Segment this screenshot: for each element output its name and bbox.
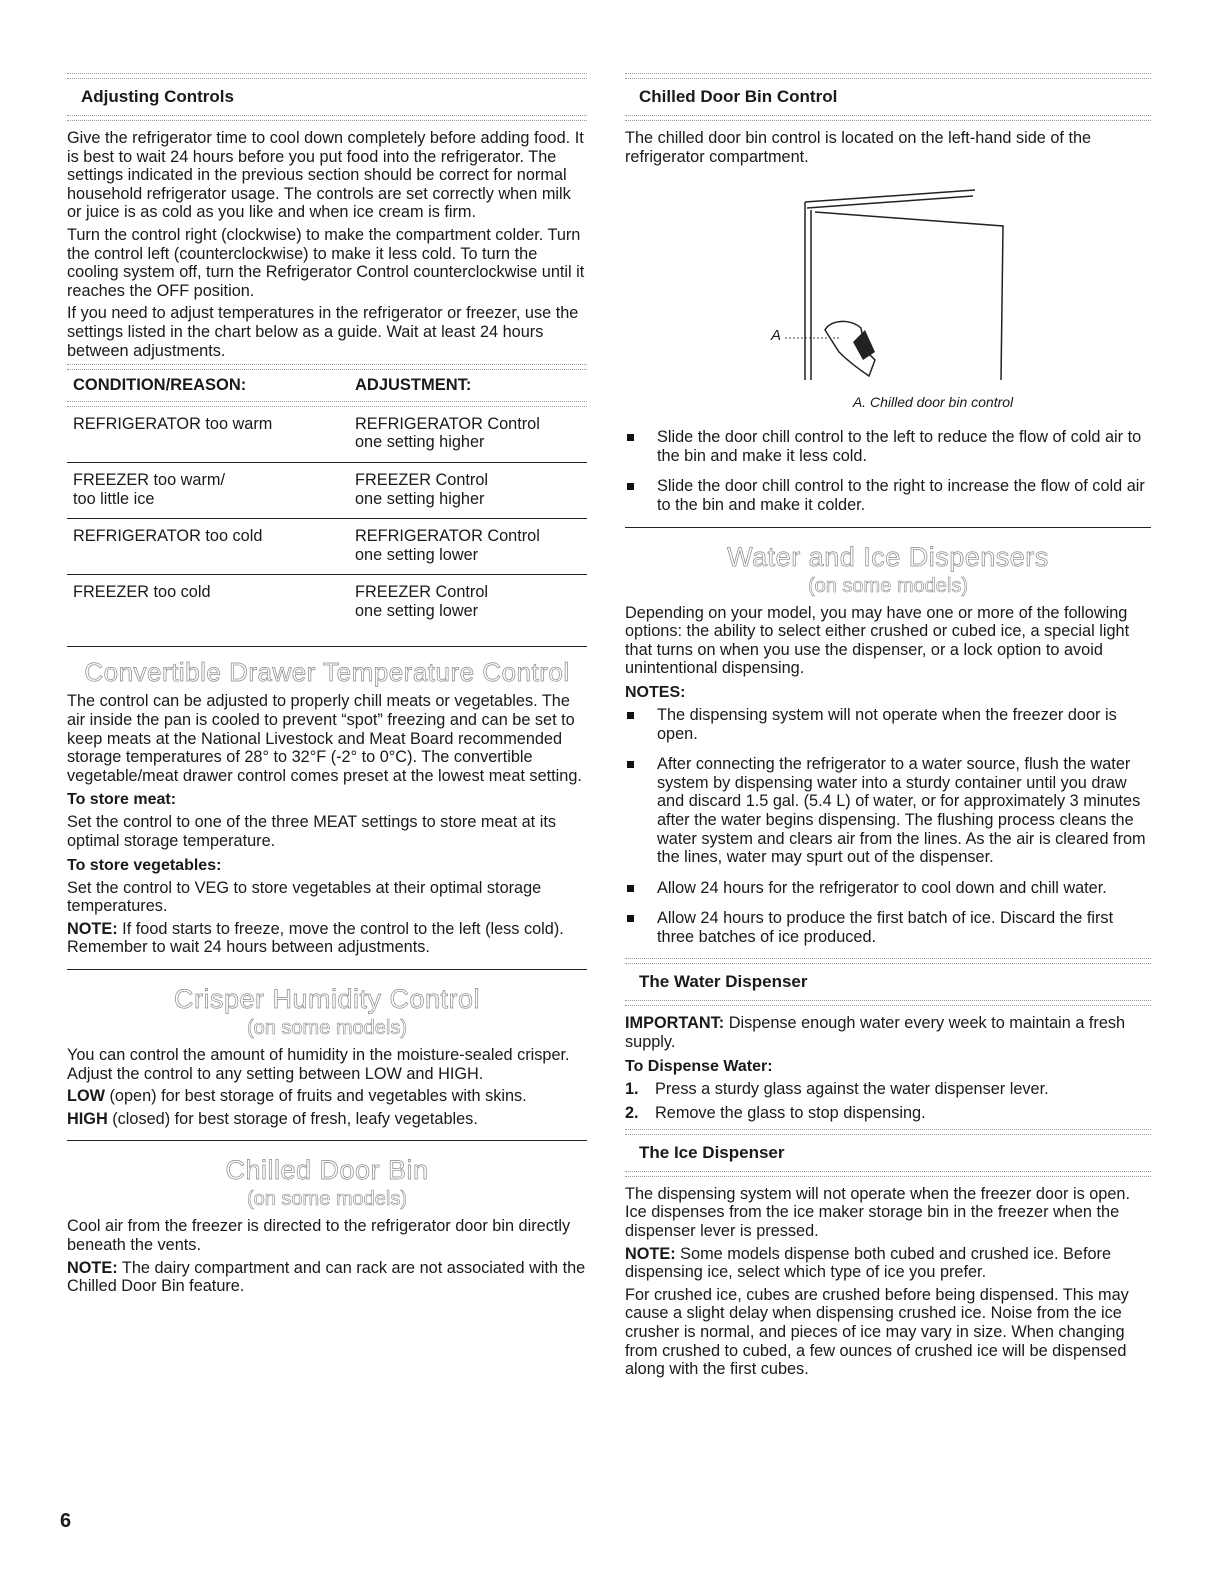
- chilled-bin-title: Chilled Door Bin: [225, 1155, 429, 1186]
- notes-list: [625, 706, 1151, 947]
- crisper-low: LOW (open) for best storage of fruits and vegetables with skins.: [67, 1087, 527, 1106]
- adjustment-header: ADJUSTMENT:: [355, 376, 472, 395]
- dispense-water-heading: To Dispense Water:: [625, 1057, 773, 1075]
- list-item: 2. Remove the glass to stop dispensing.: [625, 1104, 926, 1123]
- bin-control-heading: Chilled Door Bin Control: [639, 87, 838, 106]
- dispensers-p1: Depending on your model, you may have one or more of the following options: the ability to select either crushed or cubed ice, a special light that turns on when you use the dispenser, or a lock option to avoid unintentional dispensing.: [625, 603, 1130, 678]
- figure-label-a: A: [771, 327, 782, 345]
- ice-heading: The Ice Dispenser: [639, 1142, 785, 1162]
- table-header-row: [67, 370, 587, 401]
- crisper-title: Crisper Humidity Control: [173, 984, 481, 1014]
- water-steps: [625, 1080, 1151, 1123]
- drawer-p1: The control can be adjusted to properly chill meats or vegetables. The air inside the pan is cooled to prevent “spot” freezing and can be set to keep meats at the National Livestock and Meat Board recommended storage temperatures of 28° to 32°F (-2° to 0°C). The convertible vegetable/meat drawer control comes preset at the lowest meat setting.: [67, 692, 582, 785]
- table-row: [67, 462, 587, 518]
- ice-p1: The dispensing system will not operate when the freezer door is open. Ice dispenses from the ice maker storage bin in the freezer when the dispenser lever is pressed.: [625, 1184, 1130, 1241]
- divider: [67, 115, 587, 121]
- chilled-bin-note: NOTE: The dairy compartment and can rack are not associated with the Chilled Door Bin feature.: [67, 1258, 586, 1296]
- meat-text: Set the control to one of the three MEAT settings to store meat at its optimal storage temperature.: [67, 813, 556, 851]
- divider: [67, 73, 587, 79]
- ice-p3: For crushed ice, cubes are crushed before being dispensed. This may cause a slight delay when dispensing crushed ice. Noise from the ice crusher is normal, and pieces of ice may vary in size. When changing from crushed to cubed, a few ounces of crushed ice will be dispensed along with the first cubes.: [625, 1285, 1129, 1379]
- adjusting-p3: If you need to adjust temperatures in the refrigerator or freezer, use the settings listed in the chart below as a guide. Wait at least 24 hours between adjustments.: [67, 304, 579, 360]
- crisper-p1: You can control the amount of humidity in the moisture-sealed crisper. Adjust the control to any setting between LOW and HIGH.: [67, 1046, 570, 1083]
- list-item: Allow 24 hours to produce the first batch of ice. Discard the first three batches of ice produced.: [625, 909, 1151, 946]
- condition-cell: FREEZER too warm/ too little ice: [67, 462, 355, 518]
- list-item: The dispensing system will not operate when the freezer door is open.: [625, 706, 1151, 743]
- water-important: IMPORTANT: Dispense enough water every week to maintain a fresh supply.: [625, 1014, 1126, 1052]
- condition-header: CONDITION/REASON:: [73, 376, 247, 395]
- list-item: After connecting the refrigerator to a water source, flush the water system by dispensing water into a sturdy container until you draw and discard 1.5 gal. (5.4 L) of water, or for approximately 3 minutes after the water begins dispensing. The flushing process cleans the water system and clears air from the lines. As the air is cleared from the lines, water may spurt out of the dispenser.: [625, 755, 1151, 867]
- adjusting-p1: Give the refrigerator time to cool down completely before adding food. It is best to wait 24 hours before you put food into the refrigerator. The settings indicated in the previous section should be correct for normal household refrigerator usage. The controls are set correctly when milk or juice is as cold as you like and when ice cream is firm.: [67, 129, 584, 222]
- page-number: 6: [60, 1510, 72, 1532]
- bin-control-bullets: [625, 428, 1151, 514]
- list-item: Slide the door chill control to the right to increase the flow of cold air to the bin and make it colder.: [625, 477, 1151, 514]
- section-rule: [67, 969, 587, 970]
- notes-heading: NOTES:: [625, 683, 686, 701]
- crisper-high: HIGH (closed) for best storage of fresh, leafy vegetables.: [67, 1109, 478, 1128]
- condition-cell: REFRIGERATOR too cold: [67, 519, 355, 575]
- water-heading: The Water Dispenser: [639, 972, 808, 992]
- section-rule: [625, 527, 1151, 528]
- divider: [625, 958, 1151, 964]
- section-rule: [67, 1140, 587, 1141]
- bin-control-p1: The chilled door bin control is located on the left-hand side of the refrigerator compartment.: [625, 129, 1092, 166]
- crisper-subtitle: (on some models): [246, 1017, 408, 1039]
- adjustment-table: [67, 370, 587, 630]
- adjusting-heading: Adjusting Controls: [81, 87, 234, 106]
- veg-text: Set the control to VEG to store vegetables at their optimal storage temperatures.: [67, 878, 542, 916]
- section-rule: [67, 646, 587, 647]
- dispensers-title: Water and Ice Dispensers: [727, 541, 1049, 572]
- drawer-title: Convertible Drawer Temperature Control: [84, 657, 570, 688]
- adjustment-cell: REFRIGERATOR Control one setting lower: [355, 519, 587, 575]
- ice-note: NOTE: Some models dispense both cubed and crushed ice. Before dispensing ice, select which type of ice you prefer.: [625, 1244, 1111, 1282]
- refrigerator-interior-illustration: [625, 180, 1151, 390]
- divider: [625, 115, 1151, 121]
- figure-caption: A. Chilled door bin control: [852, 394, 1014, 411]
- veg-heading: To store vegetables:: [67, 856, 222, 874]
- chilled-bin-subtitle: (on some models): [246, 1188, 408, 1211]
- adjustment-cell: FREEZER Control one setting higher: [355, 462, 587, 518]
- adjusting-p2: Turn the control right (clockwise) to make the compartment colder. Turn the control left (counterclockwise) to make it less cold. To turn the cooling system off, turn the Refrigerator Control counterclockwise until it reaches the OFF position.: [67, 225, 585, 300]
- right-column: [625, 0, 1151, 1383]
- chilled-bin-p1: Cool air from the freezer is directed to the refrigerator door bin directly beneath the vents.: [67, 1217, 571, 1254]
- adjustment-cell: REFRIGERATOR Control one setting higher: [355, 407, 587, 463]
- table-row: [67, 407, 587, 463]
- condition-cell: FREEZER too cold: [73, 583, 211, 602]
- drawer-note: NOTE: If food starts to freeze, move the control to the left (less cold). Remember to wait 24 hours between adjustments.: [67, 919, 564, 957]
- dispensers-subtitle: (on some models): [807, 574, 969, 597]
- table-row: [67, 519, 587, 575]
- divider: [625, 1000, 1151, 1006]
- left-column: [67, 0, 587, 1300]
- list-item: Slide the door chill control to the left to reduce the flow of cold air to the bin and make it less cold.: [625, 428, 1151, 465]
- meat-heading: To store meat:: [67, 791, 177, 809]
- condition-cell: REFRIGERATOR too warm: [67, 407, 355, 463]
- divider: [625, 73, 1151, 79]
- list-item: Allow 24 hours for the refrigerator to cool down and chill water.: [625, 879, 1151, 898]
- bin-control-figure: [625, 180, 1151, 390]
- divider: [625, 1171, 1151, 1177]
- table-row: [67, 575, 587, 631]
- divider: [625, 1129, 1151, 1135]
- list-item: 1. Press a sturdy glass against the water dispenser lever.: [625, 1079, 1049, 1098]
- adjustment-cell: FREEZER Control one setting lower: [355, 583, 488, 620]
